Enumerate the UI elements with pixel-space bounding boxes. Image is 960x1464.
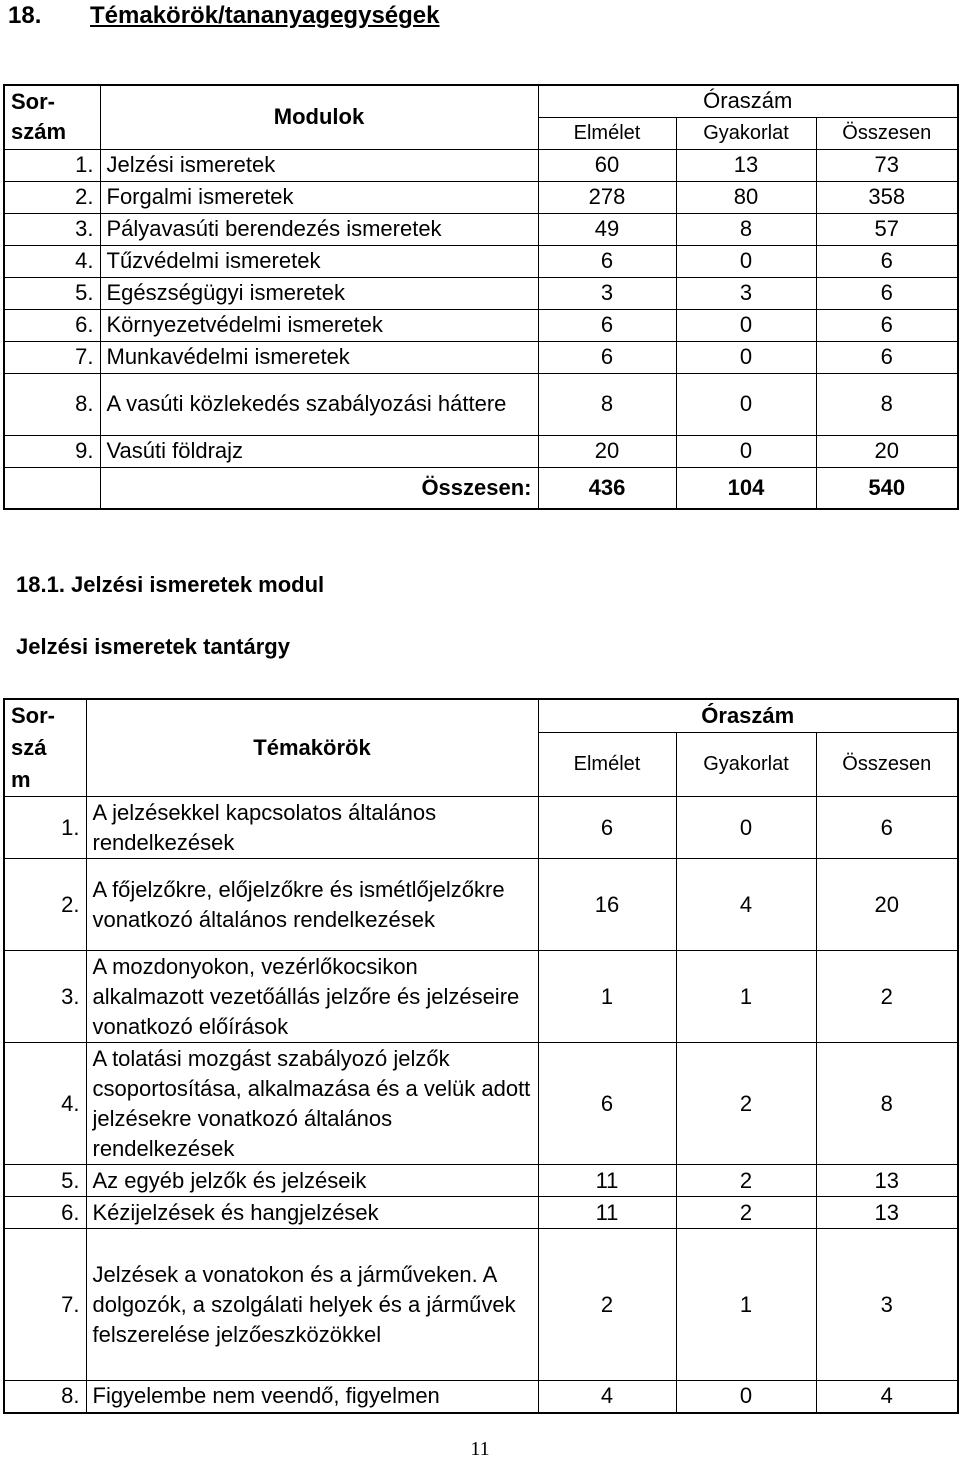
row-number: 6. bbox=[4, 309, 100, 341]
header-hours: Óraszám bbox=[538, 699, 958, 732]
totals-theory: 436 bbox=[538, 467, 676, 509]
row-practice: 2 bbox=[676, 1197, 816, 1229]
row-practice: 80 bbox=[676, 181, 816, 213]
row-name: Az egyéb jelzők és jelzéseik bbox=[86, 1165, 538, 1197]
table-row bbox=[4, 859, 958, 951]
row-name: A vasúti közlekedés szabályozási háttere bbox=[100, 373, 538, 435]
row-practice: 0 bbox=[676, 309, 816, 341]
row-practice: 4 bbox=[676, 859, 816, 951]
table-row bbox=[4, 797, 958, 859]
row-name: Kézijelzések és hangjelzések bbox=[86, 1197, 538, 1229]
row-practice: 0 bbox=[676, 435, 816, 467]
row-theory: 11 bbox=[538, 1197, 676, 1229]
table-row bbox=[4, 373, 958, 435]
table-row bbox=[4, 149, 958, 181]
header-theory: Elmélet bbox=[538, 117, 676, 149]
table-row bbox=[4, 181, 958, 213]
row-number: 6. bbox=[4, 1197, 86, 1229]
row-practice: 3 bbox=[676, 277, 816, 309]
row-practice: 1 bbox=[676, 951, 816, 1043]
row-name: A tolatási mozgást szabályozó jelzők csoportosítása, alkalmazása és a velük adott jelzésekre vonatkozó általános rendelkezések bbox=[86, 1043, 538, 1165]
table-row bbox=[4, 309, 958, 341]
row-total: 6 bbox=[816, 341, 958, 373]
row-name: Egészségügyi ismeretek bbox=[100, 277, 538, 309]
row-number: 4. bbox=[4, 1043, 86, 1165]
header-theory: Elmélet bbox=[538, 732, 676, 796]
row-total: 73 bbox=[816, 149, 958, 181]
row-total: 13 bbox=[816, 1197, 958, 1229]
table-row bbox=[4, 1381, 958, 1413]
table-row bbox=[4, 1165, 958, 1197]
row-number: 8. bbox=[4, 1381, 86, 1413]
table-row bbox=[4, 1229, 958, 1381]
row-practice: 0 bbox=[676, 245, 816, 277]
row-total: 6 bbox=[816, 277, 958, 309]
row-number: 1. bbox=[4, 797, 86, 859]
modules-table bbox=[3, 84, 959, 510]
module-heading: 18.1. Jelzési ismeretek modul bbox=[16, 572, 325, 597]
row-total: 6 bbox=[816, 309, 958, 341]
totals-empty bbox=[4, 467, 100, 509]
table-row bbox=[4, 1197, 958, 1229]
row-name: A mozdonyokon, vezérlőkocsikon alkalmazott vezetőállás jelzőre és jelzéseire vonatkozó előírások bbox=[86, 951, 538, 1043]
row-name: Forgalmi ismeretek bbox=[100, 181, 538, 213]
row-name: A főjelzőkre, előjelzőkre és ismétlőjelzőkre vonatkozó általános rendelkezések bbox=[86, 859, 538, 951]
row-number: 2. bbox=[4, 181, 100, 213]
row-name: A jelzésekkel kapcsolatos általános rendelkezések bbox=[86, 797, 538, 859]
row-number: 2. bbox=[4, 859, 86, 951]
header-serial: Sor- szá m bbox=[4, 699, 86, 797]
row-theory: 6 bbox=[538, 797, 676, 859]
row-theory: 6 bbox=[538, 341, 676, 373]
row-theory: 60 bbox=[538, 149, 676, 181]
section-title: Témakörök/tananyagegységek bbox=[90, 2, 440, 29]
row-total: 3 bbox=[816, 1229, 958, 1381]
row-theory: 6 bbox=[538, 309, 676, 341]
topics-table bbox=[3, 698, 959, 1414]
row-theory: 20 bbox=[538, 435, 676, 467]
table-row bbox=[4, 277, 958, 309]
row-total: 8 bbox=[816, 373, 958, 435]
row-practice: 8 bbox=[676, 213, 816, 245]
row-name: Munkavédelmi ismeretek bbox=[100, 341, 538, 373]
row-number: 9. bbox=[4, 435, 100, 467]
row-total: 4 bbox=[816, 1381, 958, 1413]
header-practice: Gyakorlat bbox=[676, 732, 816, 796]
row-number: 3. bbox=[4, 213, 100, 245]
row-theory: 6 bbox=[538, 1043, 676, 1165]
header-total: Összesen bbox=[816, 117, 958, 149]
header-topics: Témakörök bbox=[86, 699, 538, 797]
row-name: Vasúti földrajz bbox=[100, 435, 538, 467]
row-theory: 4 bbox=[538, 1381, 676, 1413]
section-heading bbox=[8, 0, 440, 32]
table-row bbox=[4, 245, 958, 277]
row-number: 7. bbox=[4, 1229, 86, 1381]
row-practice: 2 bbox=[676, 1165, 816, 1197]
row-total: 57 bbox=[816, 213, 958, 245]
row-theory: 11 bbox=[538, 1165, 676, 1197]
row-number: 1. bbox=[4, 149, 100, 181]
row-name: Tűzvédelmi ismeretek bbox=[100, 245, 538, 277]
header-total: Összesen bbox=[816, 732, 958, 796]
row-practice: 1 bbox=[676, 1229, 816, 1381]
row-theory: 8 bbox=[538, 373, 676, 435]
row-number: 7. bbox=[4, 341, 100, 373]
header-modules: Modulok bbox=[100, 85, 538, 149]
row-practice: 0 bbox=[676, 797, 816, 859]
row-total: 358 bbox=[816, 181, 958, 213]
row-name: Figyelembe nem veendő, figyelmen bbox=[86, 1381, 538, 1413]
section-number: 18. bbox=[8, 2, 42, 29]
header-practice: Gyakorlat bbox=[676, 117, 816, 149]
row-name: Jelzési ismeretek bbox=[100, 149, 538, 181]
row-number: 5. bbox=[4, 1165, 86, 1197]
row-name: Pályavasúti berendezés ismeretek bbox=[100, 213, 538, 245]
row-name: Jelzések a vonatokon és a járműveken. A dolgozók, a szolgálati helyek és a járművek felszerelése jelzőeszközökkel bbox=[86, 1229, 538, 1381]
row-total: 8 bbox=[816, 1043, 958, 1165]
row-number: 3. bbox=[4, 951, 86, 1043]
row-practice: 0 bbox=[676, 373, 816, 435]
page-number: 11 bbox=[470, 1438, 490, 1460]
header-serial: Sor- szám bbox=[4, 85, 100, 149]
row-practice: 13 bbox=[676, 149, 816, 181]
subject-heading: Jelzési ismeretek tantárgy bbox=[16, 634, 290, 659]
totals-practice: 104 bbox=[676, 467, 816, 509]
row-theory: 2 bbox=[538, 1229, 676, 1381]
row-total: 6 bbox=[816, 245, 958, 277]
table-row bbox=[4, 213, 958, 245]
row-theory: 3 bbox=[538, 277, 676, 309]
row-number: 8. bbox=[4, 373, 100, 435]
row-number: 5. bbox=[4, 277, 100, 309]
table-row bbox=[4, 951, 958, 1043]
row-theory: 6 bbox=[538, 245, 676, 277]
row-theory: 49 bbox=[538, 213, 676, 245]
row-practice: 0 bbox=[676, 341, 816, 373]
totals-label: Összesen: bbox=[100, 467, 538, 509]
row-practice: 0 bbox=[676, 1381, 816, 1413]
row-total: 6 bbox=[816, 797, 958, 859]
row-number: 4. bbox=[4, 245, 100, 277]
row-theory: 1 bbox=[538, 951, 676, 1043]
row-total: 13 bbox=[816, 1165, 958, 1197]
totals-total: 540 bbox=[816, 467, 958, 509]
table-row bbox=[4, 1043, 958, 1165]
row-theory: 278 bbox=[538, 181, 676, 213]
row-total: 2 bbox=[816, 951, 958, 1043]
row-total: 20 bbox=[816, 859, 958, 951]
row-practice: 2 bbox=[676, 1043, 816, 1165]
header-hours: Óraszám bbox=[538, 85, 958, 117]
row-theory: 16 bbox=[538, 859, 676, 951]
table-row bbox=[4, 341, 958, 373]
row-total: 20 bbox=[816, 435, 958, 467]
row-name: Környezetvédelmi ismeretek bbox=[100, 309, 538, 341]
table-row bbox=[4, 435, 958, 467]
